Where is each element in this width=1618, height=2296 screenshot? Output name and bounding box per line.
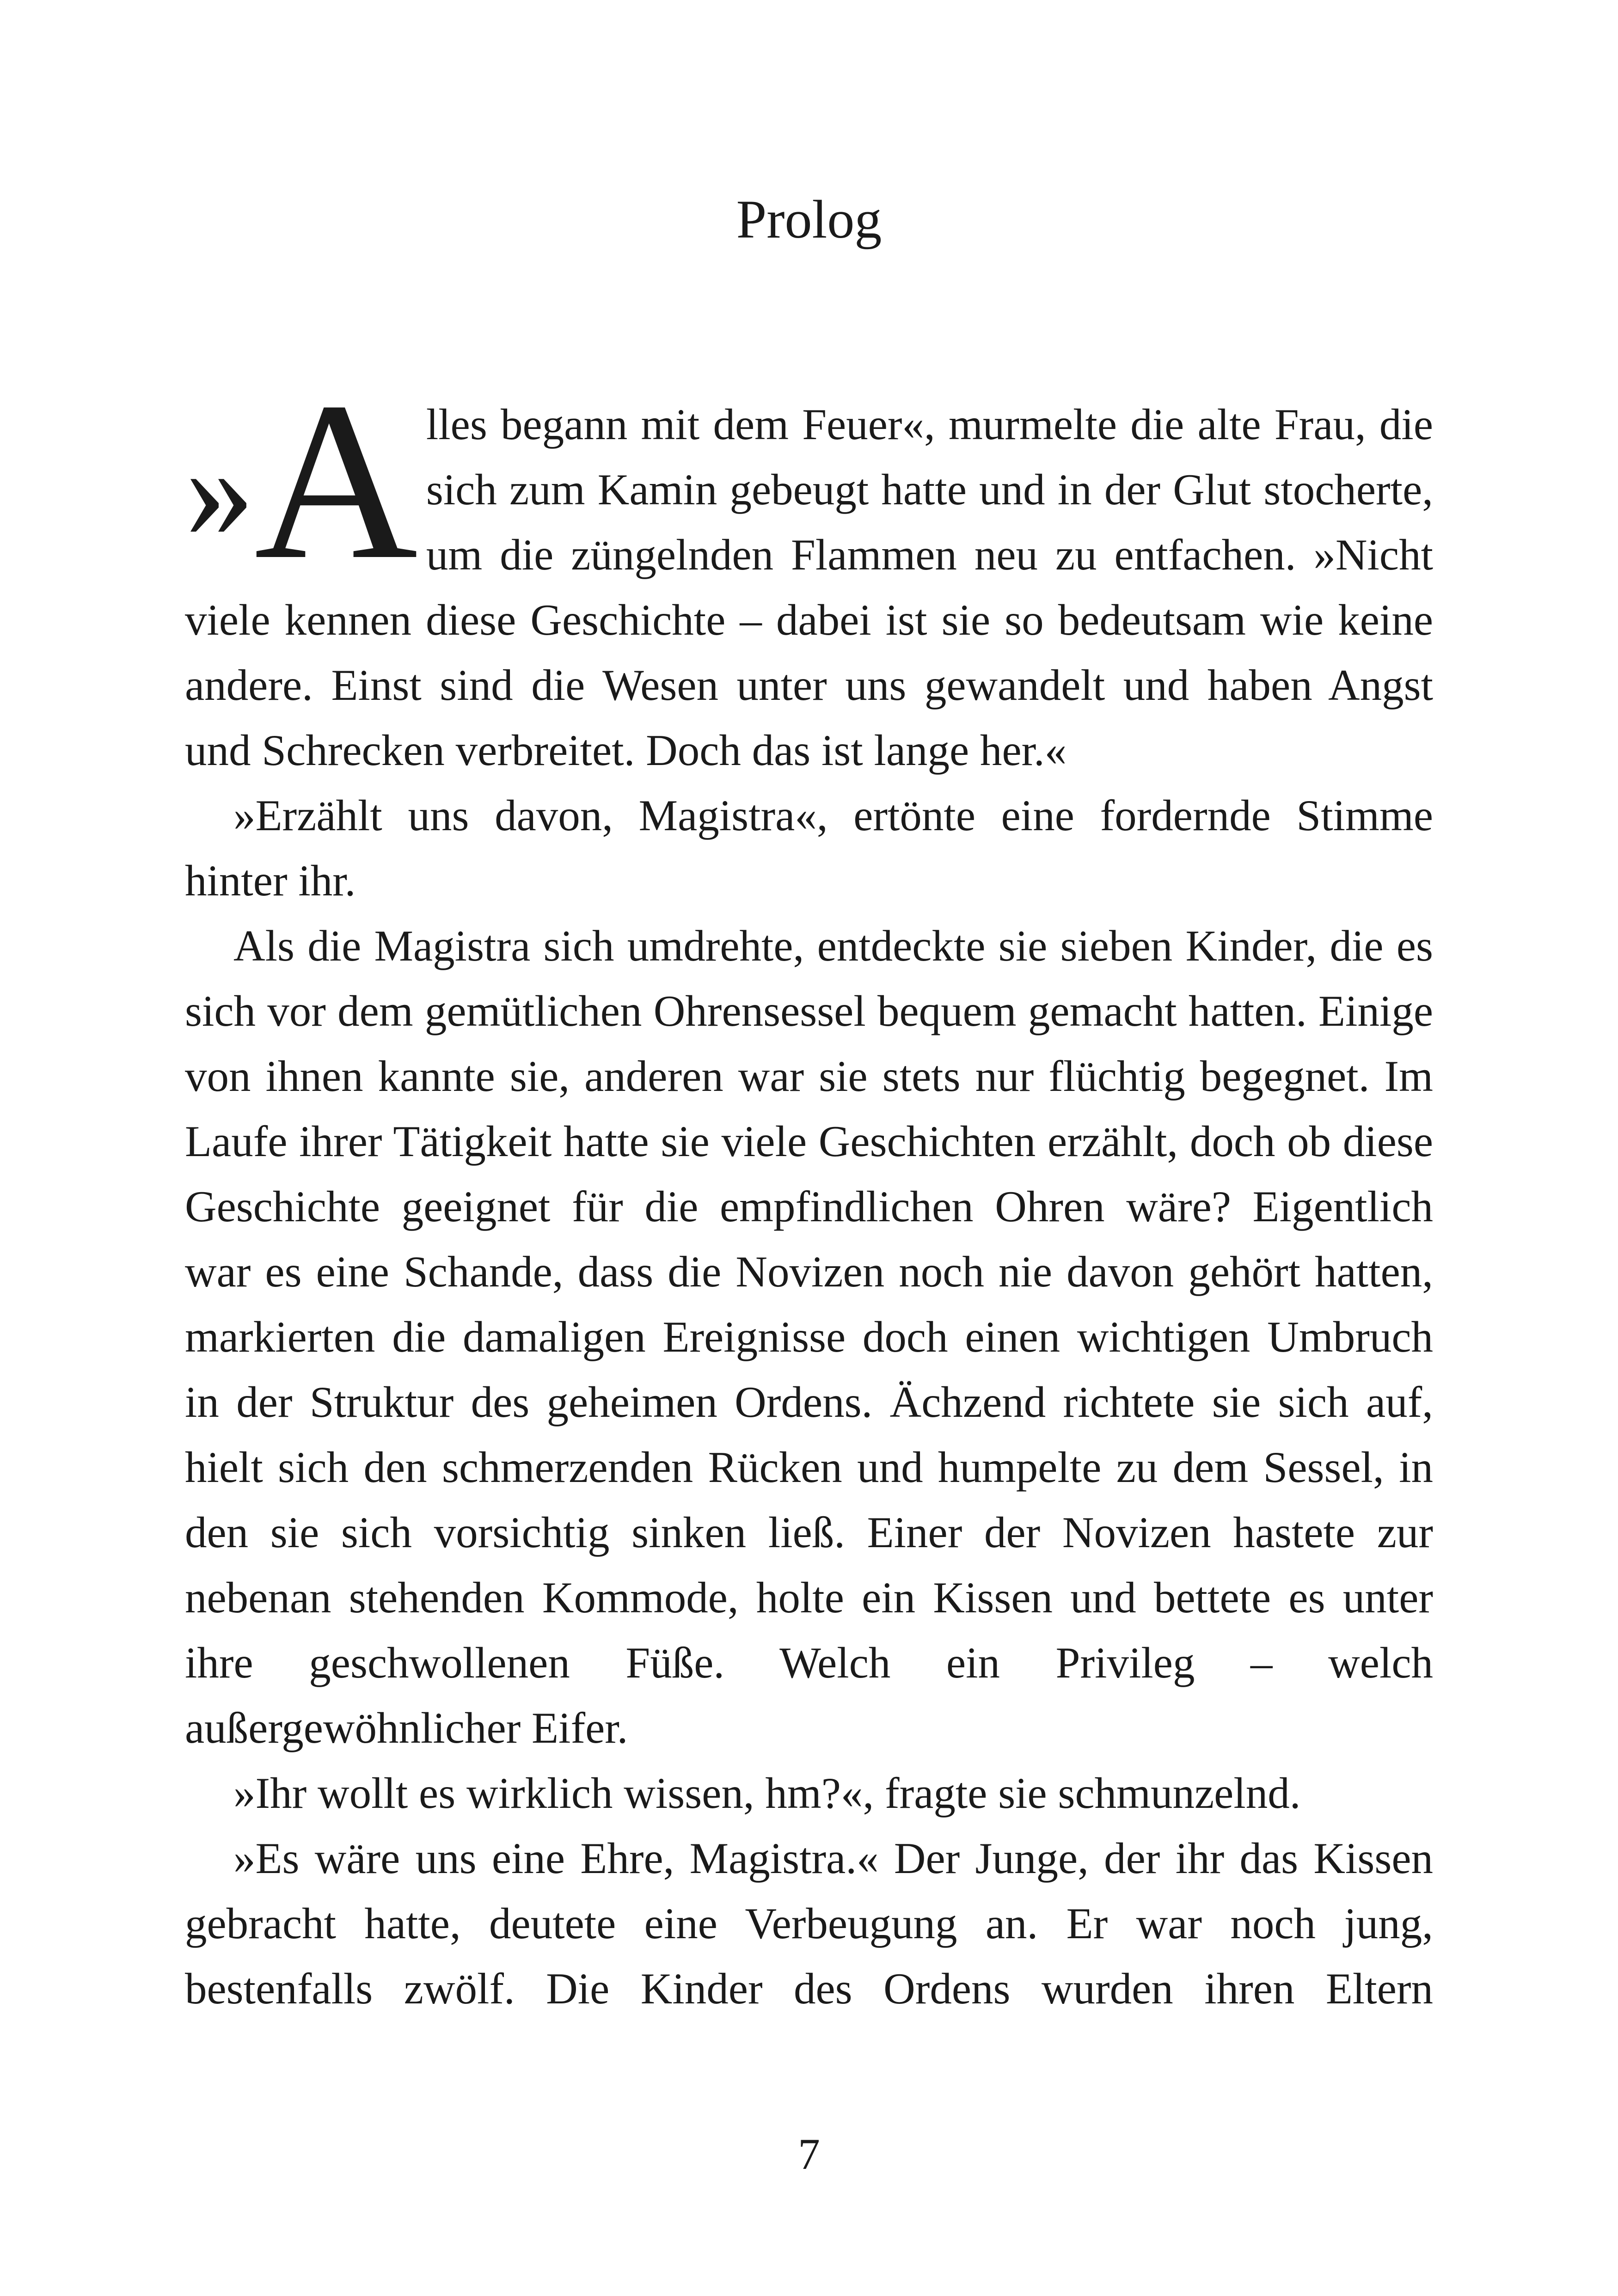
paragraph: »Erzählt uns davon, Magistra«, ertönte eine fordernde Stimme hinter ihr. <box>185 791 1433 905</box>
paragraph: »Es wäre uns eine Ehre, Magistra.« Der Junge, der ihr das Kissen gebracht hatte, deutete eine Verbeugung an. Er war noch jung, bestenfalls zwölf. Die Kinder des Ordens wurden ihren Eltern <box>185 1834 1433 2013</box>
paragraph-text: lles begann mit dem Feuer«, murmelte die alte Frau, die sich zum Kamin gebeugt hatte und in der Glut stocherte, um die züngelnden Flammen neu zu entfachen. »Nicht viele kennen diese Geschichte – dabei ist sie so bedeutsam wie keine andere. Einst sind die Wesen unter uns gewandelt und haben Angst und Schrecken verbreitet. Doch das ist lange her.« <box>185 400 1433 775</box>
paragraph: »Ihr wollt es wirklich wissen, hm?«, fragte sie schmunzelnd. <box>233 1769 1301 1818</box>
chapter-title: Prolog <box>736 189 882 250</box>
page-number: 7 <box>798 2130 820 2179</box>
body-text <box>185 355 1433 2021</box>
drop-cap-quote: » <box>185 413 254 567</box>
drop-cap-letter: A <box>254 355 418 606</box>
paragraph: Als die Magistra sich umdrehte, entdeckte sie sieben Kinder, die es sich vor dem gemütlichen Ohrensessel bequem gemacht hatten. Einige von ihnen kannte sie, anderen war sie stets nur flüchtig begegnet. Im Laufe ihrer Tätigkeit hatte sie viele Geschichten erzählt, doch ob diese Geschichte geeignet für die empfindlichen Ohren wäre? Eigentlich war es eine Schande, dass die Novizen noch nie davon gehört hatten, markierten die damaligen Ereignisse doch einen wichtigen Umbruch in der Struktur des geheimen Ordens. Ächzend richtete sie sich auf, hielt sich den schmerzenden Rücken und humpelte zu dem Sessel, in den sie sich vorsichtig sinken ließ. Einer der Novizen hastete zur nebenan stehenden Kommode, holte ein Kissen und bettete es unter ihre geschwollenen Füße. Welch ein Privileg – welch außergewöhnlicher Eifer. <box>185 921 1433 1752</box>
paragraph-opening <box>185 355 1433 783</box>
drop-cap <box>185 355 418 606</box>
